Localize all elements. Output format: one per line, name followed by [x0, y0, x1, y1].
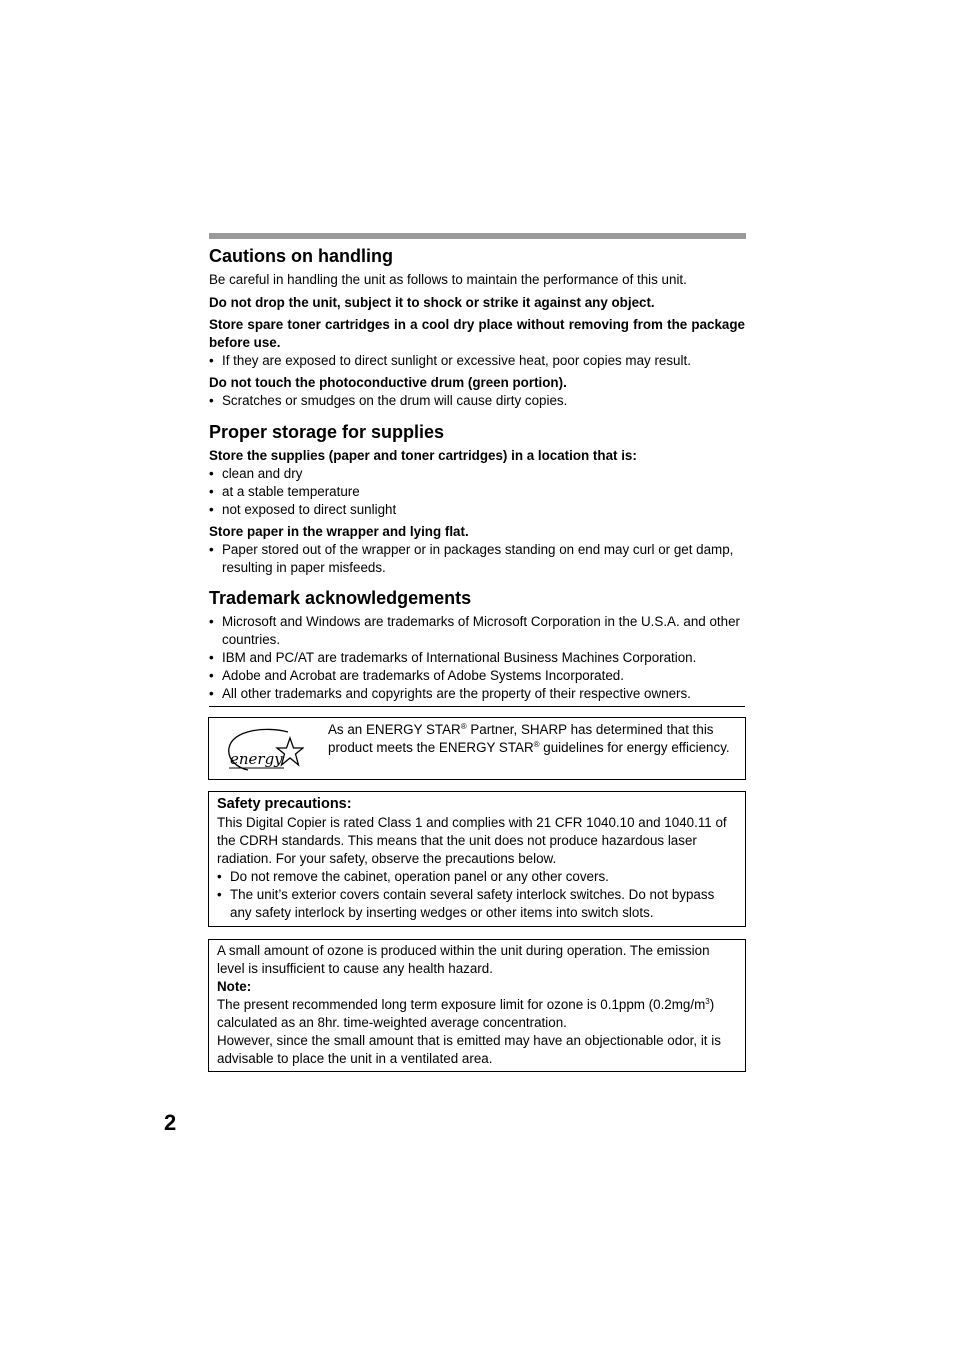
list-item: • Paper stored out of the wrapper or in packages standing on end may curl or get damp, resulting in paper misfeeds.: [209, 541, 745, 577]
section-top-rule: [209, 233, 746, 239]
trademark-heading: Trademark acknowledgements: [209, 588, 472, 608]
energy-text-part: Partner, SHARP has determined that this product meets the ENERGY STAR: [328, 722, 714, 755]
page-content: [209, 233, 745, 703]
energy-text-part: guidelines for energy efficiency.: [539, 740, 730, 755]
ozone-advice-text: However, since the small amount that is emitted may have an objectionable odor, it is advisable to place the unit in a ventilated area.: [217, 1033, 721, 1066]
storage-heading: Proper storage for supplies: [209, 422, 445, 442]
ozone-limit-text: [217, 996, 737, 1032]
cautions-rule-drop: Do not drop the unit, subject it to shock or strike it against any object.: [209, 295, 655, 310]
safety-list: [217, 868, 737, 922]
storage-conditions-list: [209, 465, 745, 519]
list-item: • not exposed to direct sunlight: [209, 501, 745, 519]
ozone-text: A small amount of ozone is produced within the unit during operation. The emission level is insufficient to cause any health hazard.: [217, 943, 710, 976]
list-item: • clean and dry: [209, 465, 745, 483]
energy-star-logo-icon: [226, 728, 304, 772]
cautions-rule-drum: Do not touch the photoconductive drum (green portion).: [209, 375, 567, 390]
list-item: • IBM and PC/AT are trademarks of International Business Machines Corporation.: [209, 649, 745, 667]
cautions-intro: Be careful in handling the unit as follows to maintain the performance of this unit.: [209, 272, 687, 287]
energy-logo-text: energy: [230, 750, 283, 768]
energy-text-part: As an ENERGY STAR: [328, 722, 461, 737]
list-item: • Scratches or smudges on the drum will cause dirty copies.: [209, 392, 745, 410]
list-item: • at a stable temperature: [209, 483, 745, 501]
list-item: • Do not remove the cabinet, operation panel or any other covers.: [217, 868, 737, 886]
storage-rule-paper: Store paper in the wrapper and lying flat.: [209, 524, 469, 539]
list-item: • Microsoft and Windows are trademarks of Microsoft Corporation in the U.S.A. and other countries.: [209, 613, 745, 649]
registered-mark: ®: [533, 740, 540, 749]
list-item: • The unit’s exterior covers contain several safety interlock switches. Do not bypass any safety interlock by inserting wedges or other items into switch slots.: [217, 886, 737, 922]
energy-star-statement: [328, 721, 733, 757]
divider-rule: [209, 706, 745, 707]
cautions-heading: Cautions on handling: [209, 246, 393, 266]
registered-mark: ®: [460, 722, 467, 731]
superscript: 3: [705, 997, 710, 1006]
trademark-list: [209, 613, 745, 703]
ozone-notice-box: [208, 939, 746, 1072]
ozone-note-label: Note:: [217, 979, 252, 994]
storage-lead: Store the supplies (paper and toner cartridges) in a location that is:: [209, 448, 637, 463]
cautions-toner-list: [209, 352, 745, 370]
ozone-limit-part: ) calculated as an 8hr. time-weighted average concentration.: [217, 997, 715, 1030]
safety-body: This Digital Copier is rated Class 1 and complies with 21 CFR 1040.10 and 1040.11 of the CDRH standards. This means that the unit does not produce hazardous laser radiation. For your safety, observe the precautions below.: [217, 815, 727, 866]
list-item: • If they are exposed to direct sunlight or excessive heat, poor copies may result.: [209, 352, 745, 370]
storage-paper-list: [209, 541, 745, 577]
page-number: 2: [164, 1110, 177, 1135]
safety-title: Safety precautions:: [217, 796, 352, 812]
list-item: • Adobe and Acrobat are trademarks of Adobe Systems Incorporated.: [209, 667, 745, 685]
cautions-drum-list: [209, 392, 745, 410]
safety-precautions-box: [208, 791, 746, 927]
energy-star-box: [208, 717, 746, 780]
ozone-limit-part: The present recommended long term exposure limit for ozone is 0.1ppm (0.2mg/m: [217, 997, 706, 1012]
list-item: • All other trademarks and copyrights are the property of their respective owners.: [209, 685, 745, 703]
cautions-rule-toner: Store spare toner cartridges in a cool dry place without removing from the package before use.: [209, 317, 745, 350]
